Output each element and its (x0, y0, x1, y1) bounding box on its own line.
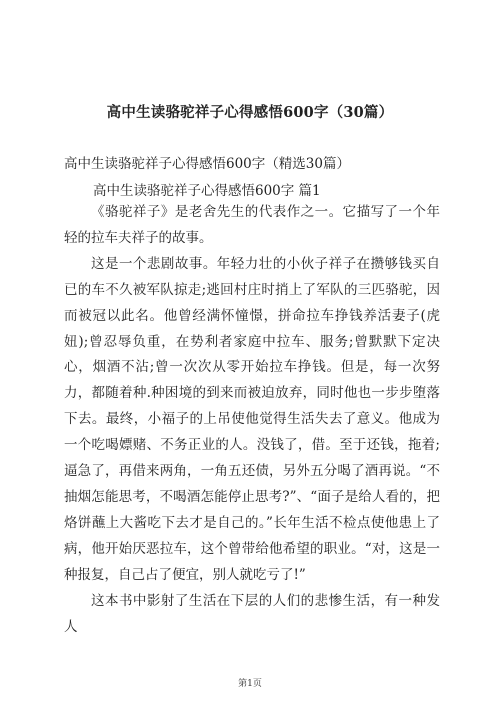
section-heading: 高中生读骆驼祥子心得感悟600字 篇1 (93, 183, 321, 199)
paragraph: 这是一个悲剧故事。年轻力壮的小伙子祥子在攒够钱买自已的车不久被军队掠走;逃回村庄时捎上了军队的三匹骆驼，因而被冠以此名。他曾经满怀憧憬，拼命拉车挣钱养活妻子(虎妞);曾忍辱负重，在势利者家庭中拉车、服务;曾默默下定决心，烟酒不沾;曾一次次从零开始拉车挣钱。但是，每一次努力，都随着种.种困境的到来而被迫放弃，同时他也一步步堕落下去。最终，小福子的上吊使他觉得生活失去了意义。他成为一个吃喝嫖赌、不务正业的人。没钱了，借。至于还钱，拖着;逼急了，再借来两角，一角五还债，另外五分喝了酒再说。“不抽烟怎能思考，不喝酒怎能停止思考?”、“面子是给人看的，把烙饼蘸上大酱吃下去才是自己的。”长年生活不检点使他患上了病，他开始厌恶拉车，这个曾带给他希望的职业。“对，这是一种报复，自己占了便宜，别人就吃亏了!” (64, 255, 440, 583)
page-number-footer: 第1页 (238, 679, 262, 689)
paragraph: 《骆驼祥子》是老舍先生的代表作之一。它描写了一个年轻的拉车夫祥子的故事。 (64, 204, 440, 246)
document-title: 高中生读骆驼祥子心得感悟600字（30篇） (106, 104, 394, 121)
document-body (64, 200, 440, 640)
paragraph: 这本书中影射了生活在下层的人们的悲惨生活，有一种发人 (64, 592, 440, 635)
document-subtitle: 高中生读骆驼祥子心得感悟600字（精选30篇） (64, 156, 350, 172)
